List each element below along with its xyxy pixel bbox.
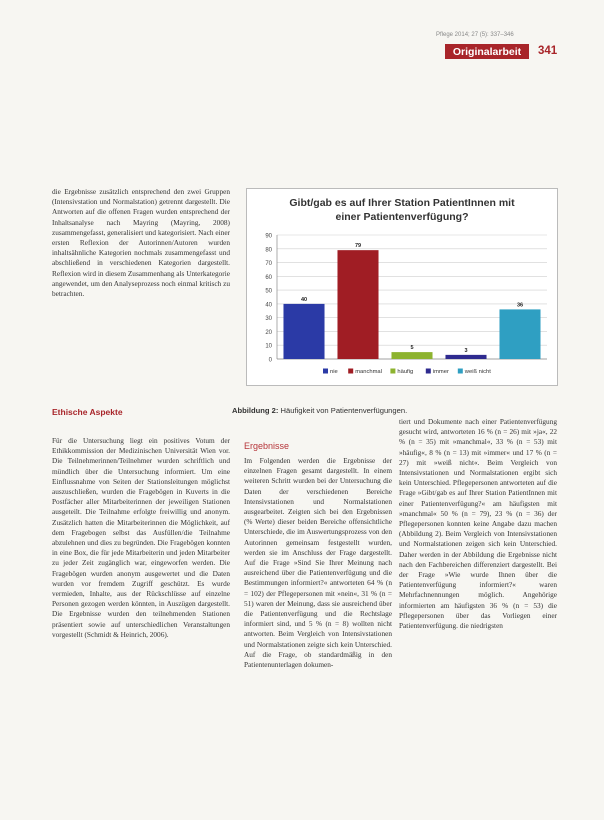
results-paragraph: Im Folgenden werden die Ergebnisse der einzelnen Fragen gesamt dargestellt. In einem weiteren Schritt wurden bei der Untersuchung die Daten der verschiedenen Bereiche Intensivstationen und Normalstationen ausgearbeitet. Zeigten sich bei den Ergebnissen (% Werte) dieser beiden Bereiche offensichtliche Unterschiede, die im Auswertungsprozess von den Autorinnen gemeinsam festgestellt wurden, werden sie im Anschluss der Frage dargestellt. Auf die Frage »Sind Sie Ihrer Meinung nach ausreichend über die Patientenverfügung und die Bestimmungen informiert?« antworteten 64 % (n = 102) der Pflegepersonen mit »nein«, 31 % (n = 51) waren der Meinung, dass sie ausreichend über die Patientenverfügung und die Rechtslage informiert sind, und 5 % (n = 8) wollten nicht antworten. Beim Vergleich von Intensivstationen und Normalstationen zeigte sich kein Unterschied. Auf die Frage, ob standardmäßig in den Patientenunterlagen dokumen- xyxy=(244,456,392,670)
data-label: 3 xyxy=(464,347,468,354)
results-column xyxy=(244,456,392,789)
ethics-paragraph: Für die Untersuchung liegt ein positives Votum der Ethikkommission der Medizinischen Universität Wien vor. Die Teilnehmerinnen/Teilnehmer wurden schriftlich und mündlich über die Untersuchung informiert. Um eine Einflussnahme von Seiten der Stationsleitungen möglichst auszuschließen, wurden die Fragebögen in Kuverts in die Postfächer aller Mitarbeiterinnen der jeweiligen Stationen ausgeteilt. Die Teilnahme erfolgte freiwillig und anonym. Zusätzlich hatten die Mitarbeiterinnen die Möglichkeit, auf dem Fragebogen selbst das Ausfüllen/die Teilnahme abzulehnen und dies zu begründen. Die Fragebögen konnten in eine Box, die für jede Mitarbeiterin und jeden Mitarbeiter zu jeder Zeit zugänglich war, eingeworfen werden. Die Fragebögen wurden anonym ausgewertet und die Daten wurden vor fremdem Zugriff geschützt. Es wurde vermieden, Inhalte, aus der Rückschlüsse auf einzelne Personen gezogen werden könnten, in Auszügen dargestellt. Die Ergebnisse wurden den teilnehmenden Stationen präsentiert sowie auf unterschiedlichen Veranstaltungen vorgestellt (Schmidt & Heinrich, 2006). xyxy=(52,436,230,639)
bar xyxy=(499,309,540,359)
y-tick-label: 70 xyxy=(265,261,272,268)
legend-label: manchmal xyxy=(355,369,382,375)
intro-paragraph: die Ergebnisse zusätzlich entsprechend den zwei Gruppen (Intensivstation und Normalstation) getrennt dargestellt. Die Antworten auf die offenen Fragen wurden entsprechend der Inhaltsanalyse nach Mayring (Mayring, 2008) zusammengefasst, generalisiert und kategorisiert. Nach einer ersten Reflexion der Autorinnen/Autoren wurden inhaltsähnliche Kategorien nochmals zusammengefasst und abschließend in verschiedenen Kategorien dargestellt. Reflexion wird in diesem Zusammenhang als Unterkategorie angewendet, um den Analyseprozess noch einmal kritisch zu betrachten. xyxy=(52,187,230,299)
chart-title: Gibt/gab es auf Ihrer Station PatientInnen mit xyxy=(289,197,515,209)
data-label: 79 xyxy=(354,243,362,250)
data-label: 36 xyxy=(516,302,524,309)
chart-title: einer Patientenverfügung? xyxy=(335,211,469,223)
legend-swatch xyxy=(458,369,463,374)
right-paragraph: tiert und Dokumente nach einer Patientenverfügung gesucht wird, antworteten 16 % (n = 26) mit »ja«, 22 % (n = 35) mit »manchmal«, 33 % (n = 53) mit »häufig«, 8 % (n = 13) mit »immer« und 17 % (n = 27) mit »weiß nicht«. Beim Vergleich von Intensivstationen und Normalstationen ergibt sich kein Unterschied. Pflegepersonen antworteten auf die Frage »Gibt/gab es auf Ihrer Station PatientInnen mit einer Patientenverfügung?« am häufigsten mit »manchmal« 50 % (n = 79), 23 % (n = 36) der Pflegepersonen konnten keine Angabe dazu machen (Abbildung 2). Beim Vergleich von Intensivstationen und Normalstationen zeigen sich kein Unterschied. Daher werden in der Abbildung die Ergebnisse nicht nach den Fachbereichen differenziert dargestellt. Bei der Frage »Wie wurde Ihnen über die Patientenverfügung informiert?« waren Mehrfachnennungen möglich. Angehörige informierten am häufigsten 36 % (n = 53) die Pflegepersonen über das Vorliegen einer Patientenverfügung. die niedrigsten xyxy=(399,417,557,631)
y-tick-label: 10 xyxy=(265,343,272,350)
legend-label: weiß nicht xyxy=(464,369,491,375)
data-label: 40 xyxy=(300,296,308,303)
data-label: 5 xyxy=(410,345,414,352)
legend-swatch xyxy=(348,369,353,374)
bar xyxy=(391,352,432,359)
legend-label: immer xyxy=(432,369,449,375)
page-number: 341 xyxy=(538,45,558,57)
legend-swatch xyxy=(426,369,431,374)
figure-caption xyxy=(232,406,407,415)
y-tick-label: 80 xyxy=(265,247,272,254)
y-tick-label: 90 xyxy=(265,233,272,240)
ethics-heading: Ethische Aspekte xyxy=(52,407,123,417)
y-tick-label: 60 xyxy=(265,274,272,281)
section-label: Originalarbeit xyxy=(445,44,529,59)
y-tick-label: 40 xyxy=(265,302,272,309)
bar-chart xyxy=(247,189,557,385)
intro-column xyxy=(52,187,230,363)
figure-chart xyxy=(246,188,558,386)
ethics-column xyxy=(52,436,230,788)
bar xyxy=(445,355,486,359)
legend-label: häufig xyxy=(397,369,414,375)
legend-swatch xyxy=(390,369,395,374)
legend-swatch xyxy=(323,369,328,374)
y-tick-label: 50 xyxy=(265,288,272,295)
y-tick-label: 0 xyxy=(268,357,272,364)
right-column xyxy=(399,417,557,789)
bar xyxy=(283,304,324,359)
caption-text: Häufigkeit von Patientenverfügungen. xyxy=(280,406,408,415)
y-tick-label: 20 xyxy=(265,329,272,336)
caption-label: Abbildung 2: xyxy=(232,406,279,415)
y-tick-label: 30 xyxy=(265,316,272,323)
results-heading: Ergebnisse xyxy=(244,441,290,451)
journal-reference: Pflege 2014; 27 (5): 337–346 xyxy=(436,32,514,38)
bar xyxy=(337,250,378,359)
legend-label: nie xyxy=(330,369,338,375)
